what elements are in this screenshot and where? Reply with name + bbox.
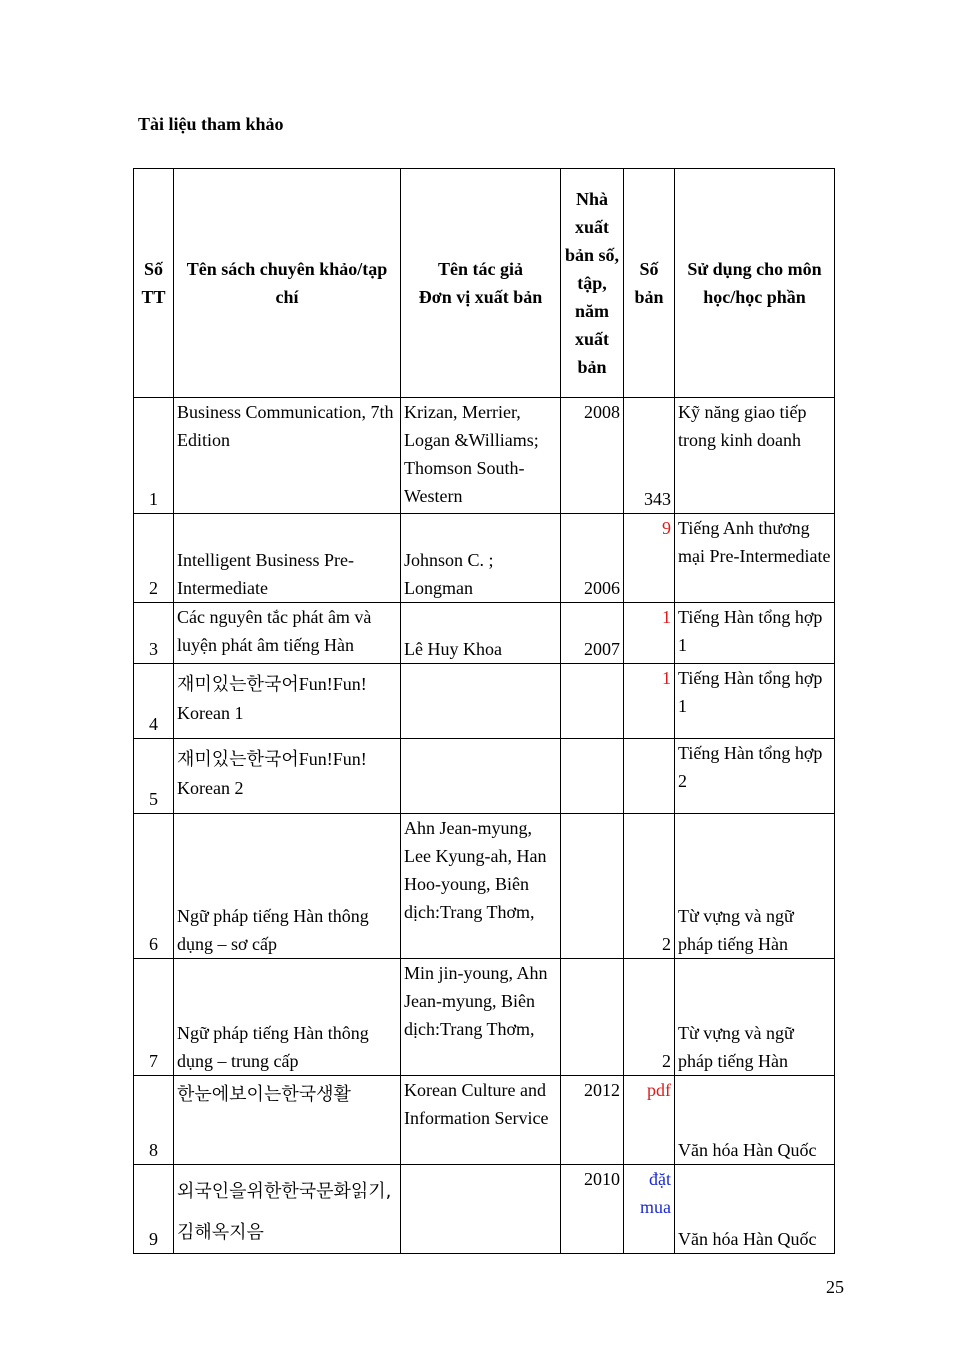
book-title-english: Fun!Fun! Korean 1 xyxy=(177,674,367,723)
author: Ahn Jean-myung, Lee Kyung-ah, Han Hoo-young, Biên dịch:Trang Thơm, xyxy=(401,814,561,959)
copies: 343 xyxy=(624,398,675,514)
row-number: 1 xyxy=(134,398,174,514)
book-title: Business Communication, 7th Edition xyxy=(174,398,401,514)
publish-year xyxy=(561,814,624,959)
author xyxy=(401,739,561,814)
table-row xyxy=(134,1076,835,1165)
book-title xyxy=(174,664,401,739)
usage: Tiếng Anh thương mại Pre-Intermediate xyxy=(675,514,835,603)
copies: pdf xyxy=(624,1076,675,1165)
usage: Từ vựng và ngữ pháp tiếng Hàn xyxy=(675,959,835,1076)
publish-year xyxy=(561,739,624,814)
author: Lê Huy Khoa xyxy=(401,603,561,664)
usage: Tiếng Hàn tổng hợp 1 xyxy=(675,603,835,664)
table-row xyxy=(134,739,835,814)
usage: Tiếng Hàn tổng hợp 1 xyxy=(675,664,835,739)
copies xyxy=(624,739,675,814)
book-title-korean: 외국인을위한한국문화읽기,김해옥지음 xyxy=(177,1181,392,1243)
table-row xyxy=(134,664,835,739)
row-number: 9 xyxy=(134,1165,174,1254)
book-title: Ngữ pháp tiếng Hàn thông dụng – sơ cấp xyxy=(174,814,401,959)
table-row xyxy=(134,959,835,1076)
publish-year: 2008 xyxy=(561,398,624,514)
row-number: 6 xyxy=(134,814,174,959)
row-number: 7 xyxy=(134,959,174,1076)
book-title xyxy=(174,739,401,814)
author: Min jin-young, Ahn Jean-myung, Biên dịch:Trang Thơm, xyxy=(401,959,561,1076)
book-title: Ngữ pháp tiếng Hàn thông dụng – trung cấp xyxy=(174,959,401,1076)
book-title xyxy=(174,1165,401,1254)
usage: Kỹ năng giao tiếp trong kinh doanh xyxy=(675,398,835,514)
publish-year: 2006 xyxy=(561,514,624,603)
copies: 1 xyxy=(624,664,675,739)
header-book: Tên sách chuyên khảo/tạp chí xyxy=(174,169,401,398)
row-number: 8 xyxy=(134,1076,174,1165)
publish-year xyxy=(561,664,624,739)
author xyxy=(401,664,561,739)
author: Krizan, Merrier, Logan &Williams; Thomson South-Western xyxy=(401,398,561,514)
header-author: Tên tác giả Đơn vị xuất bản xyxy=(401,169,561,398)
header-usage: Sử dụng cho môn học/học phần xyxy=(675,169,835,398)
copies: đặt mua xyxy=(624,1165,675,1254)
section-title: Tài liệu tham khảo xyxy=(138,114,284,134)
reference-table xyxy=(133,168,835,1254)
publish-year: 2007 xyxy=(561,603,624,664)
row-number: 4 xyxy=(134,664,174,739)
author xyxy=(401,1165,561,1254)
usage: Tiếng Hàn tổng hợp 2 xyxy=(675,739,835,814)
usage: Từ vựng và ngữ pháp tiếng Hàn xyxy=(675,814,835,959)
copies: 2 xyxy=(624,959,675,1076)
author: Korean Culture and Information Service xyxy=(401,1076,561,1165)
header-publisher: Nhà xuất bản số, tập, năm xuất bản xyxy=(561,169,624,398)
copies: 1 xyxy=(624,603,675,664)
book-title-english: Fun!Fun! Korean 2 xyxy=(177,749,367,798)
table-row xyxy=(134,814,835,959)
header-copies: Số bản xyxy=(624,169,675,398)
row-number: 2 xyxy=(134,514,174,603)
publish-year xyxy=(561,959,624,1076)
author: Johnson C. ; Longman xyxy=(401,514,561,603)
book-title-korean: 재미있는한국어 xyxy=(177,674,299,695)
book-title xyxy=(174,1076,401,1165)
publish-year: 2010 xyxy=(561,1165,624,1254)
book-title-korean: 재미있는한국어 xyxy=(177,749,299,770)
book-title: Intelligent Business Pre-Intermediate xyxy=(174,514,401,603)
row-number: 5 xyxy=(134,739,174,814)
row-number: 3 xyxy=(134,603,174,664)
usage: Văn hóa Hàn Quốc xyxy=(675,1165,835,1254)
table-row xyxy=(134,398,835,514)
table-row xyxy=(134,1165,835,1254)
page-number: 25 xyxy=(826,1277,844,1297)
header-no: Số TT xyxy=(134,169,174,398)
table-header-row xyxy=(134,169,835,398)
copies: 2 xyxy=(624,814,675,959)
publish-year: 2012 xyxy=(561,1076,624,1165)
table-row xyxy=(134,514,835,603)
book-title-korean: 한눈에보이는한국생활 xyxy=(177,1084,351,1105)
usage: Văn hóa Hàn Quốc xyxy=(675,1076,835,1165)
book-title: Các nguyên tắc phát âm và luyện phát âm tiếng Hàn xyxy=(174,603,401,664)
table-row xyxy=(134,603,835,664)
copies: 9 xyxy=(624,514,675,603)
